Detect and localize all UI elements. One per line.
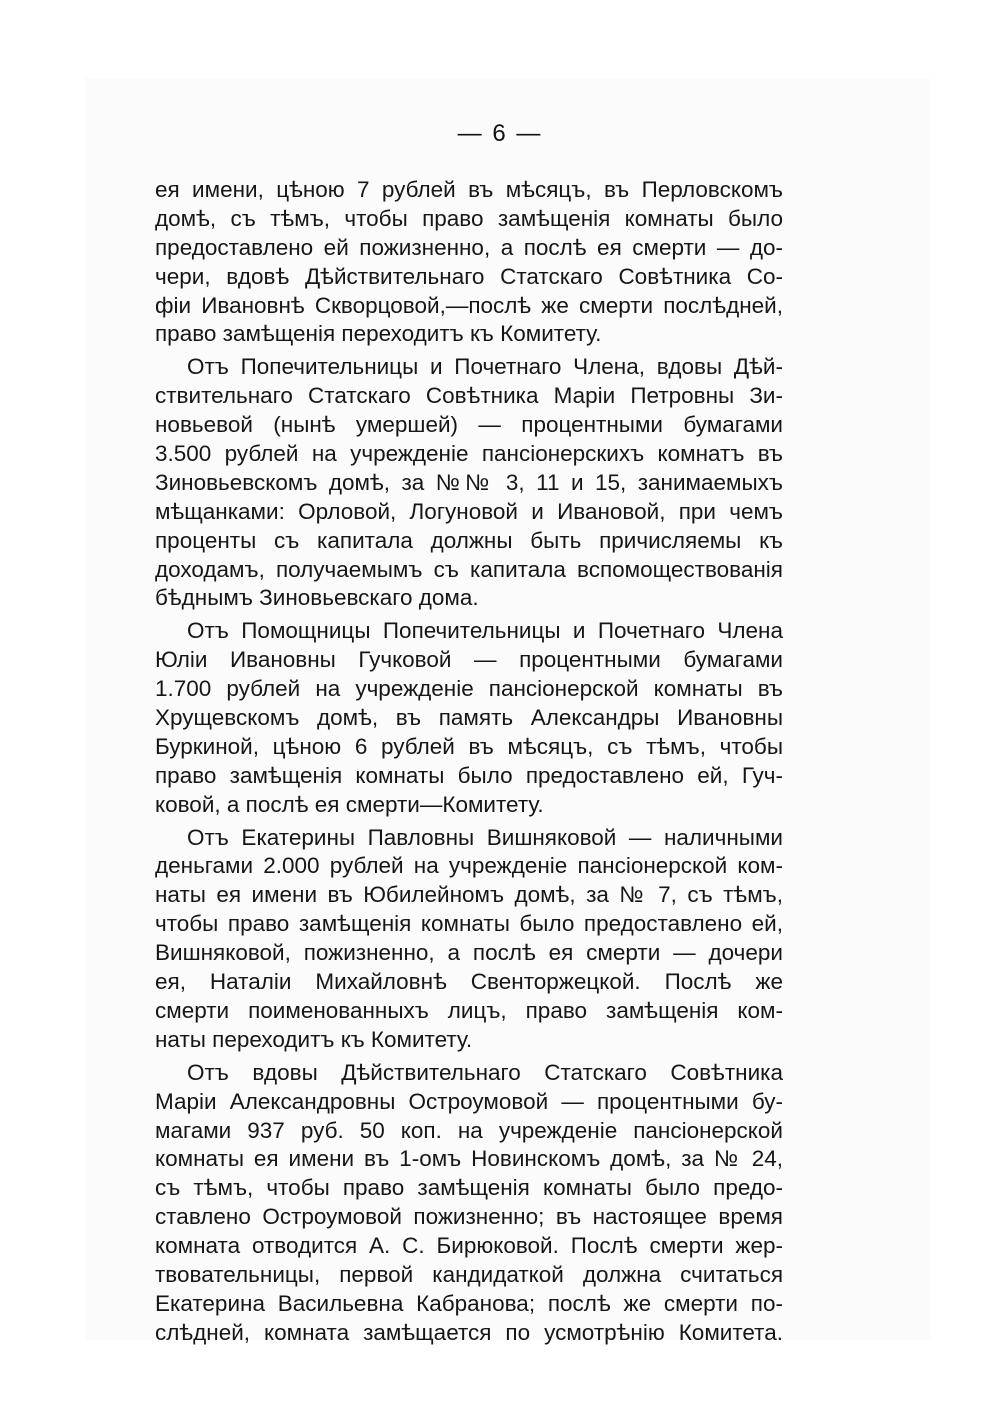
text-line: Екатерина Васильевна Кабранова; послѣ же смерти по- <box>155 1290 783 1316</box>
paragraph <box>155 617 783 819</box>
text-line: Хрущевскомъ домѣ, въ память Александры Ивановны <box>155 705 783 731</box>
body-text <box>155 176 783 1348</box>
text-line: бѣднымъ Зиновьевскаго дома. <box>155 585 479 611</box>
text-line: новьевой (нынѣ умершей) — процентными бумагами <box>155 412 783 438</box>
text-line: съ тѣмъ, чтобы право замѣщенія комнаты было предо- <box>155 1175 783 1201</box>
text-line: домѣ, съ тѣмъ, чтобы право замѣщенія комнаты было <box>155 205 783 231</box>
text-line: деньгами 2.000 рублей на учрежденіе пансіонерской ком- <box>155 853 783 879</box>
text-line: чтобы право замѣщенія комнаты было предоставлено ей, <box>155 911 783 937</box>
paragraph <box>155 1059 783 1348</box>
text-line: ковой, а послѣ ея смерти—Комитету. <box>155 791 544 817</box>
text-line: ея имени, цѣною 7 рублей въ мѣсяцъ, въ Перловскомъ <box>155 177 783 202</box>
text-line: 1.700 рублей на учрежденіе пансіонерской комнаты въ <box>155 676 783 702</box>
text-line: ствительнаго Статскаго Совѣтника Маріи Петровны Зи- <box>155 383 783 409</box>
text-line: Юліи Ивановны Гучковой — процентными бумагами <box>155 647 783 673</box>
text-line: доходамъ, получаемымъ съ капитала вспомоществованія <box>155 556 783 582</box>
text-line: Отъ Екатерины Павловны Вишняковой — наличными <box>187 824 783 850</box>
text-line: ея, Наталіи Михайловнѣ Свенторжецкой. Послѣ же <box>155 969 783 995</box>
text-line: наты ея имени въ Юбилейномъ домѣ, за № 7, съ тѣмъ, <box>155 882 783 908</box>
text-line: чери, вдовѣ Дѣйствительнаго Статскаго Совѣтника Со- <box>155 263 783 289</box>
text-line: наты переходитъ къ Комитету. <box>155 1026 473 1052</box>
paragraph <box>155 353 783 613</box>
text-line: право замѣщенія переходитъ къ Комитету. <box>155 321 602 347</box>
text-line: магами 937 руб. 50 коп. на учрежденіе пансіонерской <box>155 1117 783 1143</box>
text-line: смерти поименованныхъ лицъ, право замѣщенія ком- <box>155 997 783 1023</box>
text-line: право замѣщенія комнаты было предоставлено ей, Гуч- <box>155 762 783 788</box>
text-line: Зиновьевскомъ домѣ, за №№ 3, 11 и 15, занимаемыхъ <box>155 469 783 495</box>
text-line: твовательницы, первой кандидаткой должна считаться <box>155 1261 783 1287</box>
text-line: фіи Ивановнѣ Скворцовой,—послѣ же смерти послѣдней, <box>155 292 783 318</box>
text-line: мѣщанками: Орловой, Логуновой и Ивановой, при чемъ <box>155 498 783 524</box>
text-line: Буркиной, цѣною 6 рублей въ мѣсяцъ, съ тѣмъ, чтобы <box>155 733 783 759</box>
paragraph <box>155 824 783 1055</box>
text-line: 3.500 рублей на учрежденіе пансіонерскихъ комнатъ въ <box>155 441 783 467</box>
text-line: ставлено Остроумовой пожизненно; въ настоящее время <box>155 1204 783 1230</box>
text-line: Отъ вдовы Дѣйствительнаго Статскаго Совѣтника <box>187 1059 783 1085</box>
text-line: предоставлено ей пожизненно, а послѣ ея смерти — до- <box>155 234 783 260</box>
text-line: Отъ Помощницы Попечительницы и Почетнаго Члена <box>187 618 783 644</box>
text-line: Маріи Александровны Остроумовой — процентными бу- <box>155 1088 783 1114</box>
text-line: комната отводится А. С. Бирюковой. Послѣ смерти жер- <box>155 1233 783 1259</box>
text-line: Отъ Попечительницы и Почетнаго Члена, вдовы Дѣй- <box>187 354 783 380</box>
text-line: слѣдней, комната замѣщается по усмотрѣнію Комитета. <box>155 1319 783 1345</box>
text-line: Вишняковой, пожизненно, а послѣ ея смерти — дочери <box>155 940 783 966</box>
text-line: проценты съ капитала должны быть причисляемы къ <box>155 527 783 553</box>
page-number: — 6 — <box>457 120 543 147</box>
text-line: комнаты ея имени въ 1-омъ Новинскомъ домѣ, за № 24, <box>155 1146 783 1172</box>
paragraph <box>155 176 783 349</box>
